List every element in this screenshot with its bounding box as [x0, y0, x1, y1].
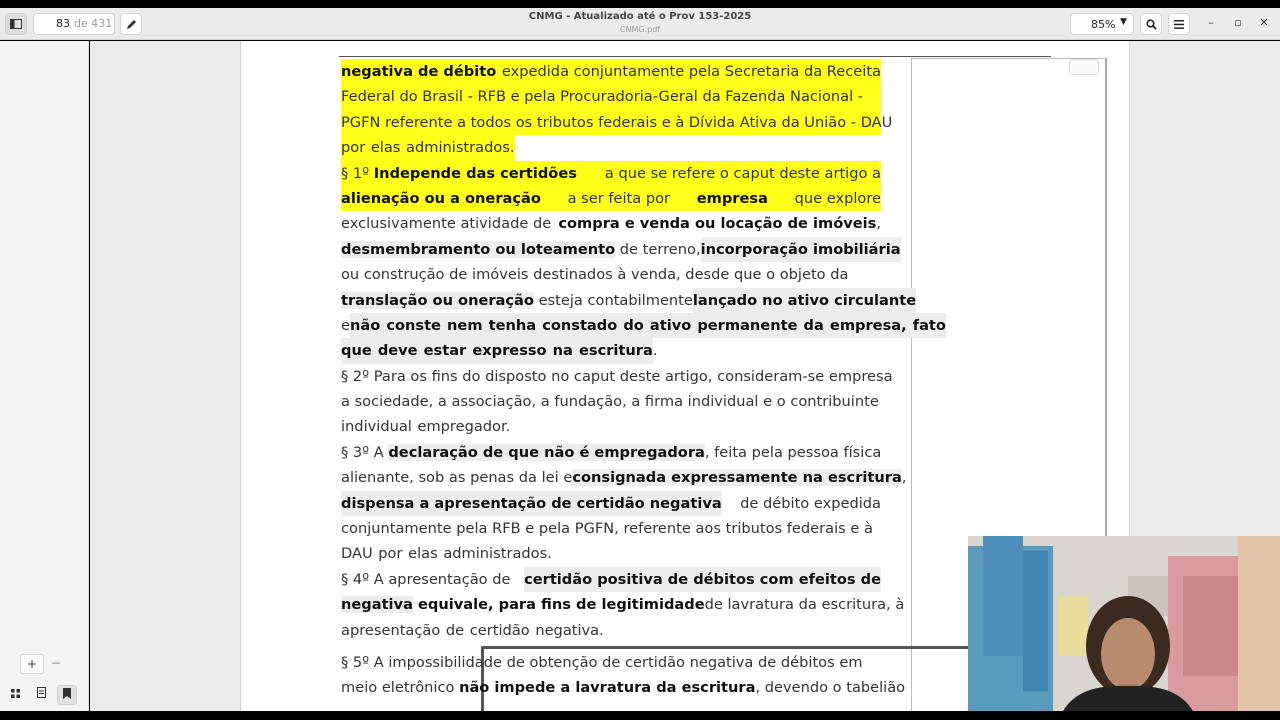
document-text-boxed	[341, 650, 906, 701]
text-line: § 5º A impossibilidade de obtenção de certidão negativa de débitos em	[341, 654, 863, 671]
search-button[interactable]	[1140, 13, 1162, 35]
text-line: por elas administrados.	[341, 135, 881, 160]
page-header-rule	[339, 56, 1051, 57]
chevron-down-icon: ▼	[1120, 17, 1127, 27]
zoom-out-button[interactable]: −	[50, 656, 62, 670]
text-line: § 3º A declaração de que não é empregadora , feita pela pessoa física	[341, 443, 882, 461]
thumbnails-tab[interactable]	[5, 685, 25, 705]
webcam-overlay	[968, 536, 1280, 711]
zoom-in-button[interactable]: +	[20, 654, 44, 674]
text-line: ou construção de imóveis destinados à venda, desde que o objeto da	[341, 266, 849, 284]
sidebar-toggle-button[interactable]	[5, 13, 27, 35]
text-line: conjuntamente pela RFB e pela PGFN, referente aos tributos federais e à	[341, 520, 873, 538]
minimize-button[interactable]: –	[1208, 16, 1214, 29]
text-line: alienação ou a oneração a ser feita por empresa que explore	[341, 186, 881, 211]
current-page[interactable]: 83	[56, 17, 70, 30]
page-number-input[interactable]	[33, 13, 115, 35]
menu-button[interactable]	[1168, 13, 1190, 35]
text-line: DAU por elas administrados.	[341, 545, 552, 563]
text-line: individual empregador.	[341, 418, 511, 436]
thumbnails-icon	[11, 689, 20, 698]
text-line: dispensa a apresentação de certidão negativa de débito expedida	[341, 491, 881, 516]
comment-icon[interactable]	[1069, 59, 1099, 75]
maximize-button[interactable]: ▫	[1234, 16, 1242, 29]
text-line: desmembramento ou loteamento de terreno, incorporação imobiliária	[341, 237, 881, 262]
search-icon	[1146, 19, 1157, 30]
text-line: a sociedade, a associação, a fundação, a firma individual e o contribuinte	[341, 393, 879, 411]
viewer-toolbar	[0, 8, 1280, 40]
document-text	[341, 59, 946, 643]
top-border	[0, 0, 1280, 8]
outline-icon	[37, 687, 46, 698]
text-line: § 1º Independe das certidões a que se refere o caput deste artigo a	[341, 161, 881, 186]
text-line: § 2º Para os fins do disposto no caput deste artigo, consideram-se empresa	[341, 367, 893, 385]
text-line: exclusivamente atividade de compra e venda ou locação de imóveis,	[341, 215, 881, 233]
bookmarks-tab[interactable]	[57, 685, 77, 705]
bookmark-icon	[63, 688, 71, 699]
text-line: e não conste nem tenha constado do ativo permanente da empresa, fato	[341, 313, 881, 338]
text-line: apresentação de certidão negativa.	[341, 621, 604, 639]
zoom-value: 85%	[1091, 18, 1116, 31]
text-line: translação ou oneração esteja contabilmente lançado no ativo circulante	[341, 288, 881, 313]
text-line: meio eletrônico não impede a lavratura da escritura , devendo o tabelião	[341, 679, 906, 697]
close-button[interactable]: ✕	[1259, 16, 1269, 29]
document-filename: CNMG.pdf	[619, 25, 661, 34]
text-line: § 4º A apresentação de certidão positiva de débitos com efeitos de	[341, 567, 881, 592]
zoom-select[interactable]	[1070, 13, 1134, 35]
text-line: negativa equivale, para fins de legitimidade de lavratura da escritura, à	[341, 596, 905, 614]
pencil-icon	[126, 19, 137, 30]
edit-button[interactable]	[120, 13, 142, 35]
sidebar-zoom-controls	[20, 654, 68, 674]
outline-tab[interactable]	[31, 685, 51, 705]
sidebar	[0, 41, 89, 711]
text-line: PGFN referente a todos os tributos federais e à Dívida Ativa da União - DAU	[341, 110, 881, 135]
total-pages: de 431	[74, 17, 113, 30]
menu-icon	[1174, 20, 1184, 29]
presenter-video	[968, 536, 1280, 711]
bottom-border	[0, 711, 1280, 720]
sidebar-icon	[10, 19, 22, 29]
text-line: Federal do Brasil - RFB e pela Procuradoria-Geral da Fazenda Nacional -	[341, 84, 881, 109]
sidebar-tabs	[5, 685, 85, 705]
text-line: alienante, sob as penas da lei e consignada expressamente na escritura,	[341, 469, 907, 487]
text-line: que deve estar expresso na escritura .	[341, 338, 881, 363]
document-title: CNMG - Atualizado até o Prov 153-2025	[528, 11, 752, 22]
text-line: negativa de débito expedida conjuntamente pela Secretaria da Receita	[341, 59, 881, 84]
